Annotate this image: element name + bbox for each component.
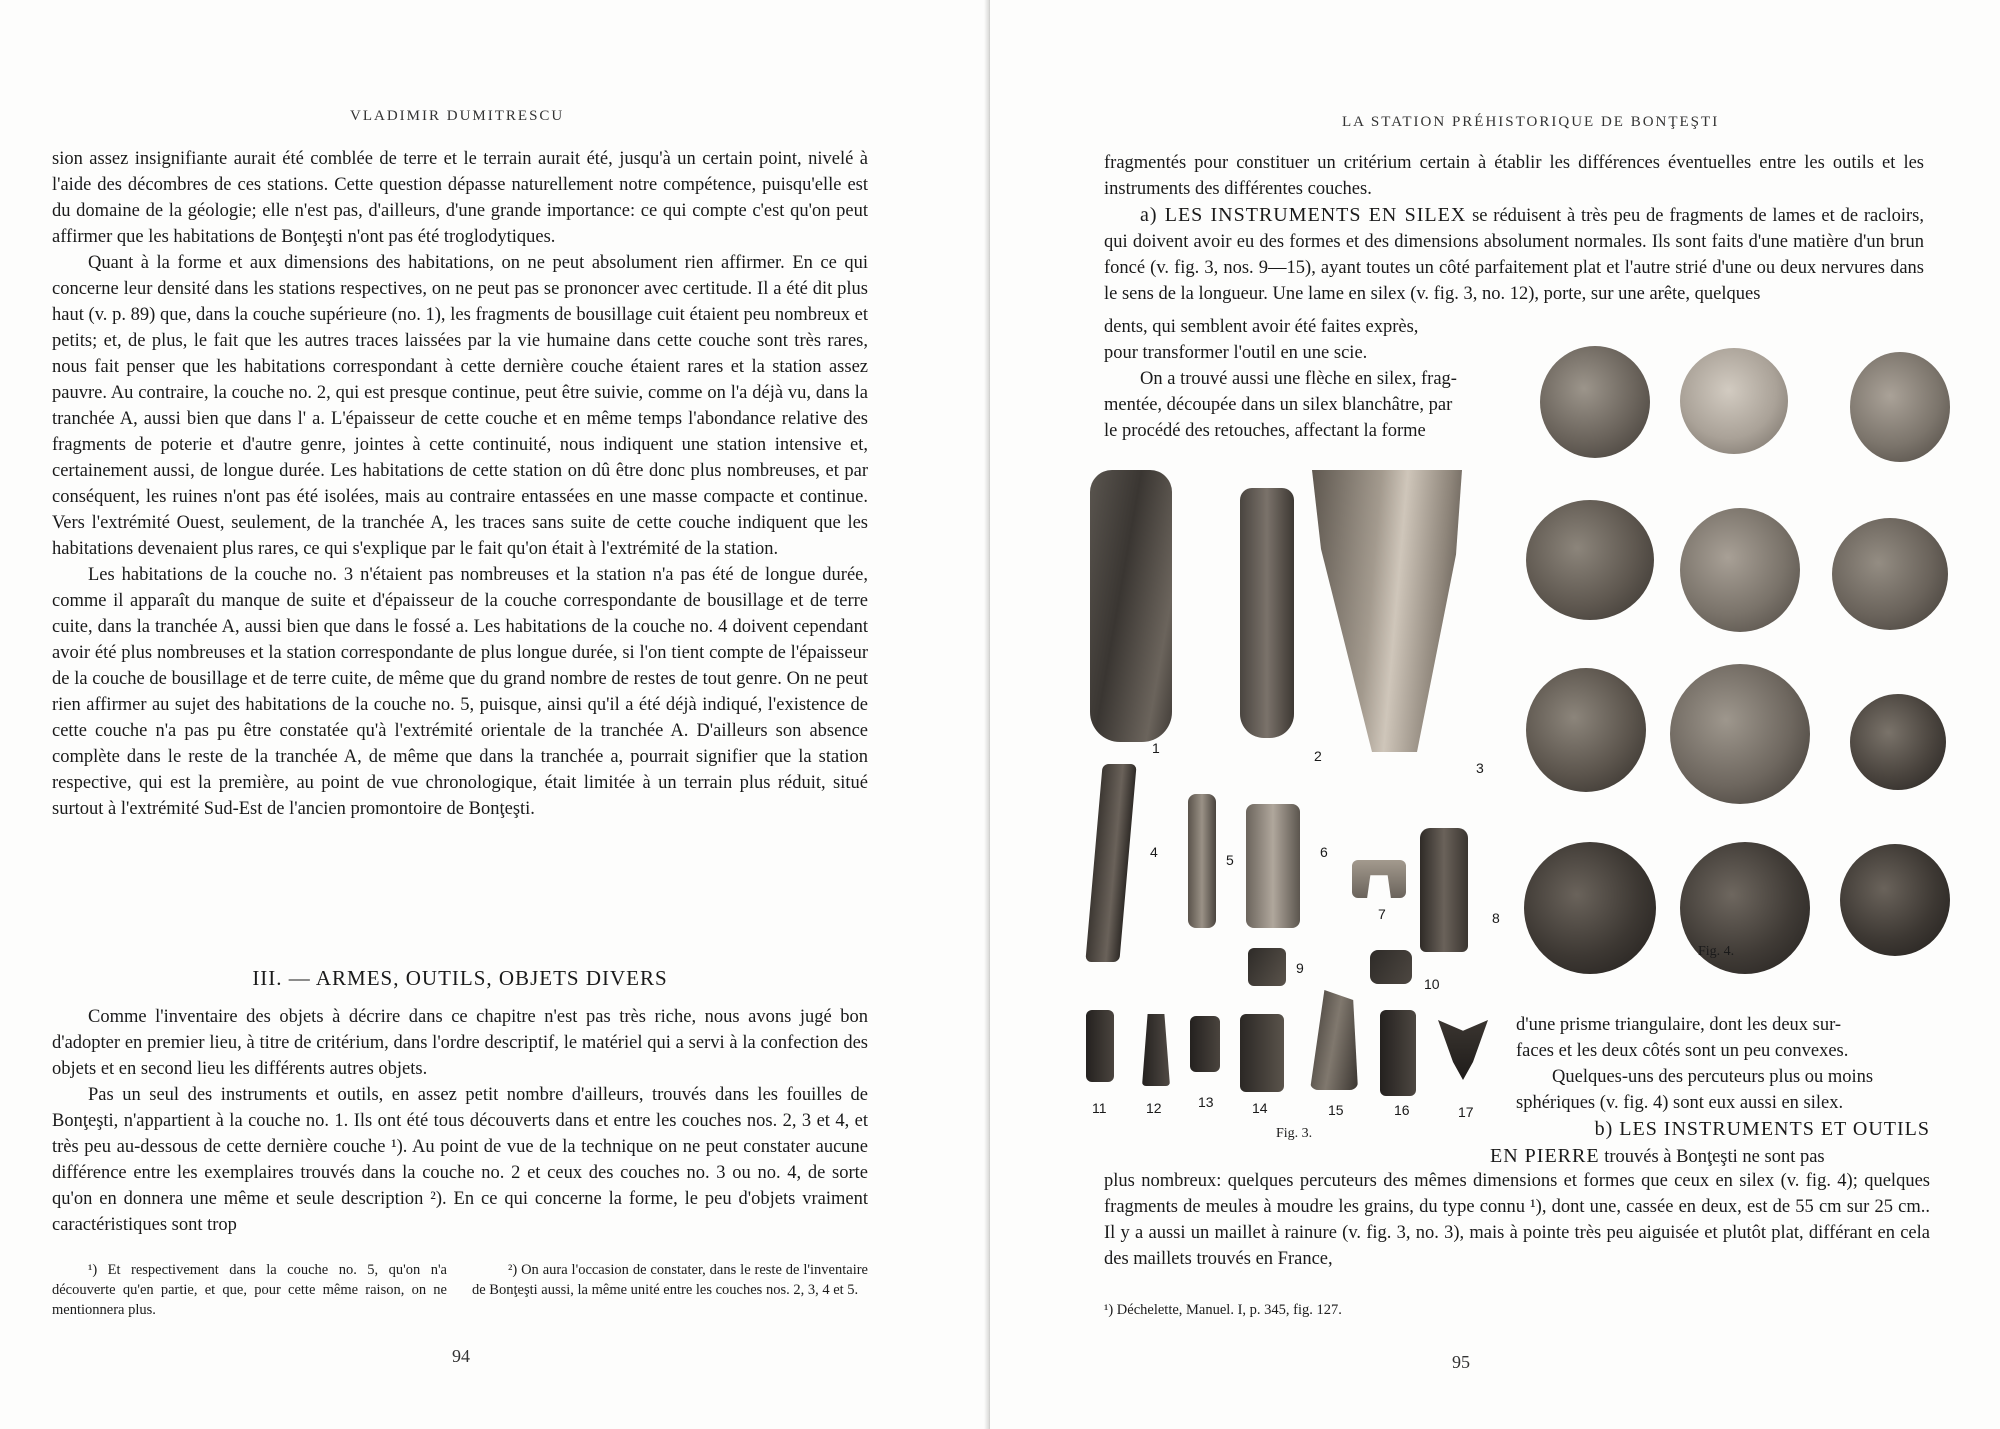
- section-title: III. — ARMES, OUTILS, OBJETS DIVERS: [252, 966, 668, 990]
- right-side-text: d'une prisme triangulaire, dont les deux sur- faces et les deux côtés sont un peu convexes. Quelques-uns des percuteurs plus ou moins sphériques (v. fig. 4) sont eux aussi en silex.: [1516, 1015, 1874, 1113]
- footnote-1: ¹) Et respectivement dans la couche no. 5, qu'on n'a découverte qu'en partie, et que, pour cette même raison, on ne mentionnera plus.: [52, 1262, 447, 1318]
- paragraph-4: Comme l'inventaire des objets à décrire dans ce chapitre n'est pas très riche, nous avons jugé bon d'adopter en premier lieu, à titre de critérium, dans l'ordre descriptif, le matériel qui a servi à la confection des objets et en second lieu les différents autres objets.: [52, 1007, 868, 1079]
- right-page: [990, 0, 2000, 1429]
- tool-1: [1090, 470, 1172, 742]
- tool-16: [1380, 1010, 1416, 1096]
- fig3-label-8: 8: [1492, 910, 1500, 926]
- left-body-text-2: [52, 1004, 868, 1238]
- fig3-caption: Fig. 3.: [1276, 1126, 1313, 1141]
- fig3-label-1: 1: [1152, 740, 1160, 756]
- paragraph-3: Les habitations de la couche no. 3 n'étaient pas nombreuses et la station n'a pas été de longue durée, comme il apparaît du manque de suite et d'épaisseur de la couche correspondante de bousillage et de terre cuite, dans la tranchée A, aussi bien que dans le fossé a. Les habitations de la couche no. 4 doivent cependant avoir été plus nombreuses et la station correspondante de plus longue durée, si l'on tient compte de l'épaisseur de la couche de bousillage et de terre cuite, de même que du grand nombre de restes de tout genre. On ne peut rien affirmer au sujet des habitations de la couche no. 5, puisque, ainsi qu'il a été déjà indiqué, l'existence de cette couche n'a pas pu être constatée qu'à l'extrémité orientale de la tranchée A. D'ailleurs son absence complète dans le reste de la tranchée A, de même que dans la tranchée a, pourrait signifier que la station respective, qui est la première, au point de vue chronologique, était limitée à un terrain plus réduit, situé surtout à l'extrémité Sud-Est de l'ancien promontoire de Bonţeşti.: [52, 565, 868, 819]
- fig4-caption: Fig. 4.: [1698, 944, 1735, 959]
- page-number-right: 95: [1452, 1352, 1470, 1372]
- stone-1: [1540, 346, 1650, 458]
- stone-3: [1850, 352, 1950, 462]
- stone-5: [1680, 508, 1800, 632]
- fig3-label-12: 12: [1146, 1100, 1162, 1116]
- tool-5: [1188, 794, 1216, 928]
- fig3-label-3: 3: [1476, 760, 1484, 776]
- paragraph-5: Pas un seul des instruments et outils, en assez petit nombre d'ailleurs, trouvés dans les fouilles de Bonţeşti, n'appartient à la couche no. 1. Ils ont été tous découverts dans et entre les couches nos. 2, 3 et 4, et très peu au-dessous de cette dernière couche ¹). Au point de vue de la technique on ne peut constater aucune différence entre les exemplaires trouvés dans la couche no. 2 et ceux des couches no. 3 ou no. 4, de sorte qu'on en donnera une même et seule description ²). En ce qui concerne la forme, le peu d'objets vraiment caractéristiques sont trop: [52, 1085, 868, 1235]
- tool-7: [1352, 860, 1406, 898]
- fig3-label-6: 6: [1320, 844, 1328, 860]
- tool-3: [1312, 470, 1462, 752]
- silex-heading: a) LES INSTRUMENTS EN SILEX: [1140, 204, 1467, 226]
- tool-9: [1248, 948, 1286, 986]
- fig3-label-4: 4: [1150, 844, 1158, 860]
- tool-13: [1190, 1016, 1220, 1072]
- fig3-label-11: 11: [1092, 1100, 1107, 1116]
- fig3-label-2: 2: [1314, 748, 1322, 764]
- fig3-label-5: 5: [1226, 852, 1234, 868]
- stone-2: [1680, 348, 1788, 454]
- stone-4: [1526, 500, 1654, 620]
- running-header-left: VLADIMIR DUMITRESCU: [350, 108, 565, 124]
- fig3-label-14: 14: [1252, 1100, 1268, 1116]
- left-body-text: [52, 146, 868, 822]
- tool-12: [1142, 1014, 1170, 1086]
- right-narrow-column: dents, qui semblent avoir été faites exprès, pour transformer l'outil en une scie. On a trouvé aussi une flèche en silex, frag- mentée, découpée dans un silex blanchâtre, par le procédé des retouches, affectant la forme: [1104, 317, 1457, 441]
- running-header-right: LA STATION PRÉHISTORIQUE DE BONŢEŞTI: [1342, 114, 1720, 130]
- fig3-label-17: 17: [1458, 1104, 1474, 1120]
- right-bottom-paragraph: plus nombreux: quelques percuteurs des mêmes dimensions et formes que ceux en silex (v. fig. 4); quelques fragments de meules à moudre les grains, du type connu ¹), dont une, cassée en deux, est de 55 cm sur 25 cm.. Il y a aussi un maillet à rainure (v. fig. 3, no. 3), mais à pointe très peu aiguisée et plutôt plat, différant en cela des maillets trouvés en France,: [1104, 1171, 1930, 1269]
- stone-7: [1526, 668, 1646, 792]
- tool-15: [1310, 990, 1358, 1090]
- stone-12: [1840, 844, 1950, 956]
- pierre-heading-block: b) LES INSTRUMENTS ET OUTILS EN PIERRE trouvés à Bonţeşti ne sont pas: [1490, 1118, 1930, 1167]
- pierre-heading-2: EN PIERRE: [1490, 1145, 1600, 1167]
- stone-6: [1832, 518, 1948, 630]
- tool-10: [1370, 950, 1412, 984]
- tool-4: [1085, 764, 1136, 962]
- paragraph-1: sion assez insignifiante aurait été comblée de terre et le terrain aurait été, jusqu'à un certain point, nivelé à l'aide des décombres de ces stations. Cette question dépasse naturellement notre compétence, puisqu'elle est du domaine de la géologie; elle n'est pas, d'ailleurs, d'une grande importance: ce qui compte c'est qu'on peut affirmer que les habitations de Bonţeşti n'ont pas été troglodytiques.: [52, 149, 868, 247]
- fig3-label-13: 13: [1198, 1094, 1214, 1110]
- tool-6: [1246, 804, 1300, 928]
- footnote-2: ²) On aura l'occasion de constater, dans le reste de l'inventaire de Bonţeşti aussi, la même unité entre les couches nos. 2, 3, 4 et 5.: [472, 1262, 868, 1298]
- tool-2: [1240, 488, 1294, 738]
- silex-paragraph: a) LES INSTRUMENTS EN SILEX se réduisent à très peu de fragments de lames et de racloirs, qui doivent avoir eu des formes et des dimensions absolument normales. Ils sont faits d'une matière d'un brun foncé (v. fig. 3, nos. 9—15), ayant toutes un côté parfaitement plat et l'autre strié d'une ou deux nervures dans le sens de la longueur. Une lame en silex (v. fig. 3, no. 12), porte, sur une arête, quelques: [1104, 204, 1924, 304]
- tool-17: [1438, 1020, 1488, 1080]
- footnote-right: ¹) Déchelette, Manuel. I, p. 345, fig. 127.: [1104, 1302, 1342, 1318]
- right-top-paragraph: fragmentés pour constituer un critérium certain à établir les différences éventuelles entre les outils et les instruments des différentes couches. a) LES INSTRUMENTS EN SILEX se réduisent à très peu de fragments de lames et de racloirs, qui doivent avoir eu des formes et des dimensions absolument normales. Ils sont faits d'une matière d'un brun foncé (v. fig. 3, nos. 9—15), ayant toutes un côté parfaitement plat et l'autre strié d'une ou deux nervures dans le sens de la longueur. Une lame en silex (v. fig. 3, no. 12), porte, sur une arête, quelques: [1104, 150, 1924, 307]
- fig3-label-9: 9: [1296, 960, 1304, 976]
- stone-8: [1670, 664, 1810, 804]
- fig3-label-16: 16: [1394, 1102, 1410, 1118]
- tool-8: [1420, 828, 1468, 952]
- paragraph-2: Quant à la forme et aux dimensions des habitations, on ne peut absolument rien affirmer. En ce qui concerne leur densité dans les stations respectives, on ne peut pas se prononcer avec certitude. Il a été dit plus haut (v. p. 89) que, dans la couche supérieure (no. 1), les fragments de bousillage cuit étaient peu nombreux et petits; et, de plus, le fait que les autres traces laissées par la vie humaine dans cette couche sont très rares, nous fait penser que les habitations correspondant à cette dernière couche étaient rares et la station assez pauvre. Au contraire, la couche no. 2, qui est presque continue, peut être suivie, comme on l'a déjà vu, dans la tranchée A, aussi bien que dans l' a. L'épaisseur de cette couche et en même temps l'abondance relative des fragments de poterie et d'autre genre, jointes à cette continuité, nous indiquent une station intensive et, certainement aussi, de longue durée. Les habitations de cette station on dû être donc plus nombreuses, et par conséquent, les ruines n'ont pas été isolées, mais au contraire entassées en une masse compacte et continue. Vers l'extrémité Ouest, seulement, de la tranchée A, les traces sans suite de cette couche indiquent que les habitations devenaient plus rares, ce qui s'explique par le fait qu'on était à l'extrémité de la station.: [52, 253, 868, 559]
- page-number-left: 94: [452, 1346, 470, 1366]
- tool-11: [1086, 1010, 1114, 1082]
- fig3-label-7: 7: [1378, 906, 1386, 922]
- fig3-label-15: 15: [1328, 1102, 1344, 1118]
- left-page: [0, 0, 990, 1429]
- tool-14: [1240, 1014, 1284, 1092]
- stone-9: [1850, 694, 1946, 790]
- pierre-heading-1: b) LES INSTRUMENTS ET OUTILS: [1594, 1118, 1930, 1140]
- fig3-label-10: 10: [1424, 976, 1440, 992]
- stone-10: [1524, 842, 1656, 974]
